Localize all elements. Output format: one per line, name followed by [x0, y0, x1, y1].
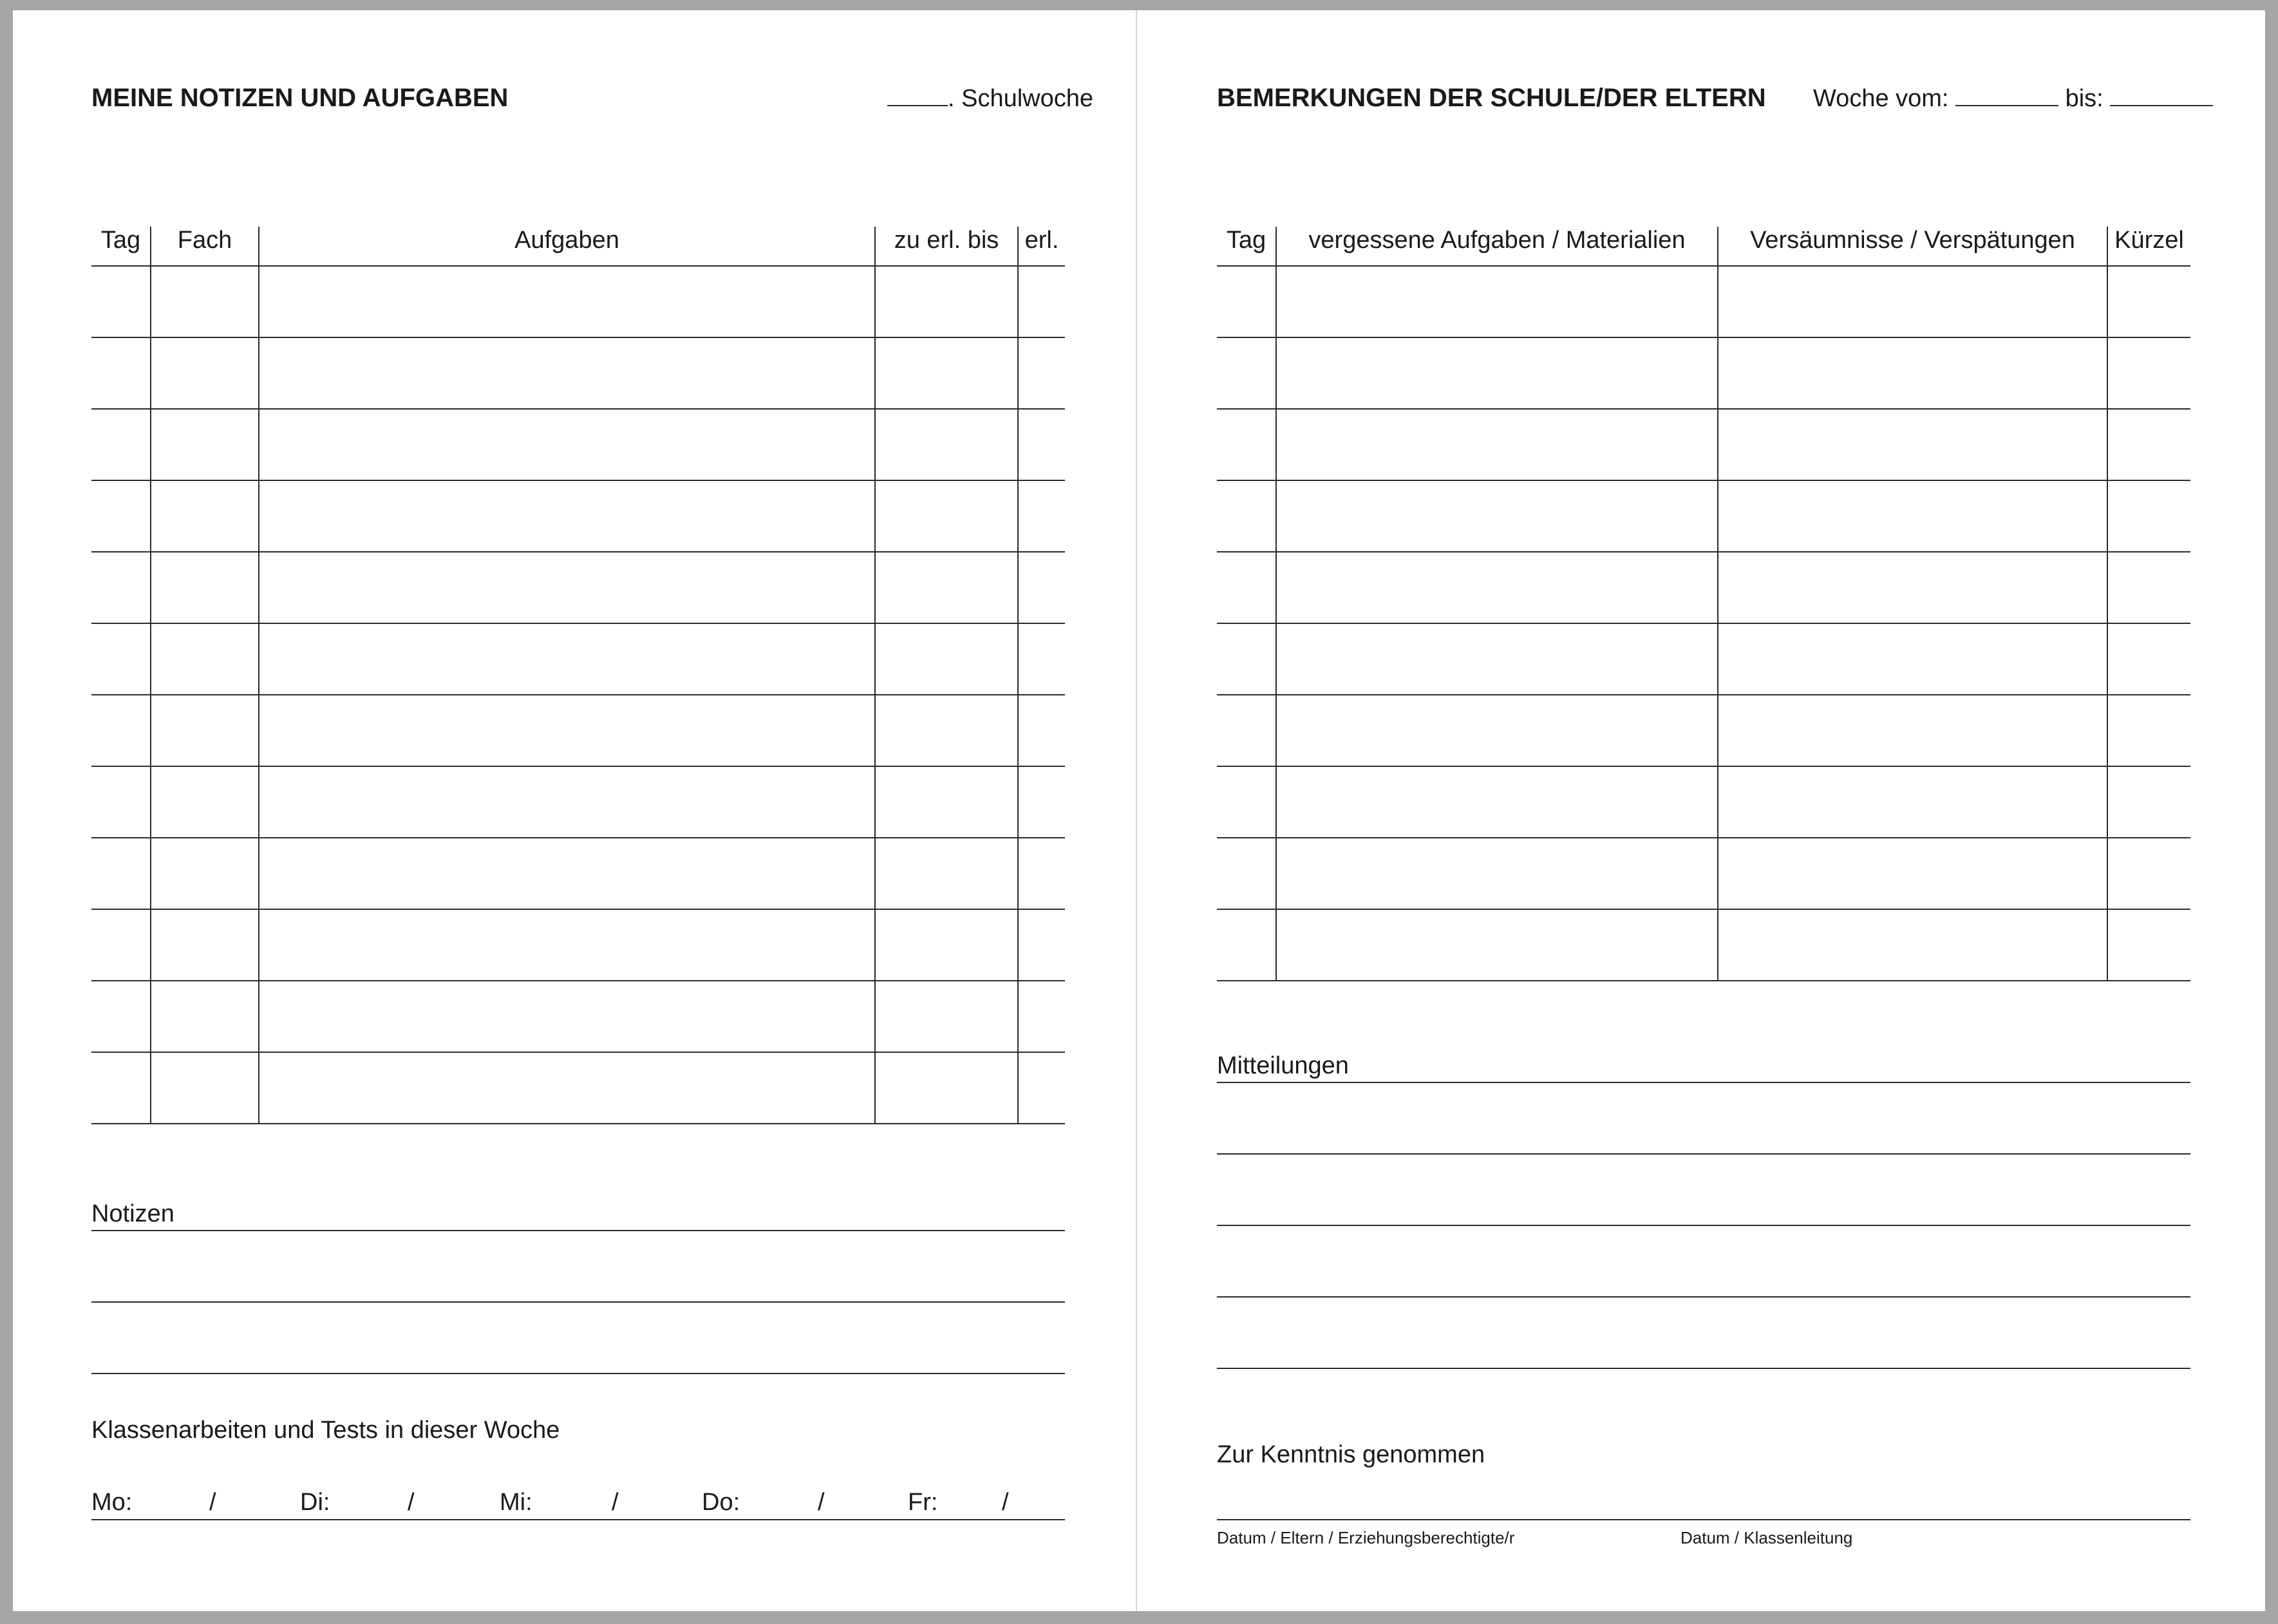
tag-cell[interactable]: [91, 552, 151, 623]
left-header-aufgaben: Aufgaben: [259, 227, 875, 266]
table-row: [91, 981, 1065, 1052]
notes-label: Notizen: [91, 1200, 174, 1227]
right-page: [1137, 10, 2265, 1611]
absences-cell[interactable]: [1718, 909, 2107, 981]
tag-cell[interactable]: [1217, 552, 1276, 623]
acknowledged-label: Zur Kenntnis genommen: [1217, 1441, 1485, 1468]
day-mo-slash: /: [209, 1489, 216, 1516]
school-week-input[interactable]: [887, 86, 948, 106]
forgotten-cell[interactable]: [1276, 695, 1718, 766]
table-row: [91, 409, 1065, 480]
table-row: [91, 337, 1065, 409]
done-cell[interactable]: [1018, 337, 1065, 409]
day-mi-slash: /: [612, 1489, 619, 1516]
due-cell[interactable]: [875, 981, 1018, 1052]
done-cell[interactable]: [1018, 409, 1065, 480]
notes-line[interactable]: [91, 1301, 1065, 1303]
fach-cell[interactable]: [151, 981, 259, 1052]
fach-cell[interactable]: [151, 695, 259, 766]
done-cell[interactable]: [1018, 981, 1065, 1052]
due-cell[interactable]: [875, 266, 1018, 337]
messages-line[interactable]: [1217, 1368, 2190, 1369]
initials-cell[interactable]: [2107, 480, 2190, 552]
table-row: [1217, 909, 2190, 981]
week-to-label: bis:: [2065, 85, 2104, 112]
tag-cell[interactable]: [91, 409, 151, 480]
day-mi-label: Mi:: [500, 1489, 532, 1516]
due-cell[interactable]: [875, 623, 1018, 695]
left-header-done: erl.: [1018, 227, 1065, 266]
table-row: [1217, 838, 2190, 909]
tests-line[interactable]: [91, 1519, 1065, 1520]
initials-cell[interactable]: [2107, 337, 2190, 409]
fach-cell[interactable]: [151, 909, 259, 981]
due-cell[interactable]: [875, 1052, 1018, 1124]
absences-cell[interactable]: [1718, 766, 2107, 838]
initials-cell[interactable]: [2107, 695, 2190, 766]
table-row: [91, 909, 1065, 981]
absences-cell[interactable]: [1718, 838, 2107, 909]
tag-cell[interactable]: [91, 480, 151, 552]
messages-label: Mitteilungen: [1217, 1052, 1349, 1079]
absences-cell[interactable]: [1718, 266, 2107, 337]
tag-cell[interactable]: [1217, 337, 1276, 409]
tag-cell[interactable]: [1217, 838, 1276, 909]
left-page: [13, 10, 1136, 1611]
fach-cell[interactable]: [151, 480, 259, 552]
day-do-label: Do:: [702, 1489, 740, 1516]
initials-cell[interactable]: [2107, 909, 2190, 981]
table-row: [1217, 552, 2190, 623]
week-from-input[interactable]: [1955, 86, 2058, 106]
table-row: [1217, 480, 2190, 552]
fach-cell[interactable]: [151, 552, 259, 623]
aufgaben-cell[interactable]: [259, 552, 875, 623]
forgotten-cell[interactable]: [1276, 838, 1718, 909]
tag-cell[interactable]: [91, 838, 151, 909]
tag-cell[interactable]: [1217, 695, 1276, 766]
due-cell[interactable]: [875, 838, 1018, 909]
tag-cell[interactable]: [91, 909, 151, 981]
forgotten-cell[interactable]: [1276, 337, 1718, 409]
initials-cell[interactable]: [2107, 838, 2190, 909]
tag-cell[interactable]: [91, 695, 151, 766]
left-header-fach: Fach: [151, 227, 259, 266]
right-header-forgotten: vergessene Aufgaben / Materialien: [1276, 227, 1718, 266]
table-row: [91, 695, 1065, 766]
due-cell[interactable]: [875, 409, 1018, 480]
fach-cell[interactable]: [151, 1052, 259, 1124]
aufgaben-cell[interactable]: [259, 695, 875, 766]
tag-cell[interactable]: [91, 337, 151, 409]
due-cell[interactable]: [875, 909, 1018, 981]
school-week-field: [887, 85, 1093, 113]
initials-cell[interactable]: [2107, 623, 2190, 695]
table-row: [1217, 266, 2190, 337]
done-cell[interactable]: [1018, 480, 1065, 552]
due-cell[interactable]: [875, 480, 1018, 552]
done-cell[interactable]: [1018, 838, 1065, 909]
right-page-title: BEMERKUNGEN DER SCHULE/DER ELTERN: [1217, 84, 1766, 112]
initials-cell[interactable]: [2107, 409, 2190, 480]
tests-label: Klassenarbeiten und Tests in dieser Woche: [91, 1417, 560, 1444]
messages-line[interactable]: [1217, 1225, 2190, 1226]
absences-cell[interactable]: [1718, 409, 2107, 480]
absences-cell[interactable]: [1718, 552, 2107, 623]
initials-cell[interactable]: [2107, 766, 2190, 838]
fach-cell[interactable]: [151, 838, 259, 909]
tag-cell[interactable]: [91, 981, 151, 1052]
sign-teacher-label: Datum / Klassenleitung: [1680, 1528, 1853, 1547]
messages-line[interactable]: [1217, 1296, 2190, 1298]
aufgaben-cell[interactable]: [259, 838, 875, 909]
tag-cell[interactable]: [91, 766, 151, 838]
forgotten-cell[interactable]: [1276, 266, 1718, 337]
tag-cell[interactable]: [91, 623, 151, 695]
done-cell[interactable]: [1018, 623, 1065, 695]
notes-line[interactable]: [91, 1373, 1065, 1374]
initials-cell[interactable]: [2107, 552, 2190, 623]
aufgaben-cell[interactable]: [259, 337, 875, 409]
left-page-title: MEINE NOTIZEN UND AUFGABEN: [91, 84, 509, 112]
table-row: [91, 838, 1065, 909]
day-di-slash: /: [408, 1489, 415, 1516]
day-do-slash: /: [818, 1489, 825, 1516]
table-row: [91, 623, 1065, 695]
aufgaben-cell[interactable]: [259, 909, 875, 981]
sign-parent-label: Datum / Eltern / Erziehungsberechtigte/r: [1217, 1528, 1515, 1547]
messages-line[interactable]: [1217, 1153, 2190, 1155]
forgotten-cell[interactable]: [1276, 909, 1718, 981]
aufgaben-cell[interactable]: [259, 480, 875, 552]
forgotten-cell[interactable]: [1276, 766, 1718, 838]
aufgaben-cell[interactable]: [259, 266, 875, 337]
aufgaben-cell[interactable]: [259, 766, 875, 838]
day-di-label: Di:: [300, 1489, 330, 1516]
absences-cell[interactable]: [1718, 623, 2107, 695]
done-cell[interactable]: [1018, 695, 1065, 766]
fach-cell[interactable]: [151, 766, 259, 838]
right-header-initials: Kürzel: [2107, 227, 2190, 266]
forgotten-cell[interactable]: [1276, 623, 1718, 695]
table-row: [91, 480, 1065, 552]
tag-cell[interactable]: [1217, 909, 1276, 981]
table-row: [91, 1052, 1065, 1124]
table-row: [1217, 337, 2190, 409]
absences-cell[interactable]: [1718, 695, 2107, 766]
right-header-absences: Versäumnisse / Verspätungen: [1718, 227, 2107, 266]
absences-cell[interactable]: [1718, 480, 2107, 552]
aufgaben-cell[interactable]: [259, 623, 875, 695]
remarks-table: [1217, 227, 2190, 981]
fach-cell[interactable]: [151, 337, 259, 409]
left-header-tag: Tag: [91, 227, 151, 266]
done-cell[interactable]: [1018, 266, 1065, 337]
initials-cell[interactable]: [2107, 266, 2190, 337]
tag-cell[interactable]: [1217, 480, 1276, 552]
left-header-due: zu erl. bis: [875, 227, 1018, 266]
forgotten-cell[interactable]: [1276, 552, 1718, 623]
done-cell[interactable]: [1018, 1052, 1065, 1124]
fach-cell[interactable]: [151, 266, 259, 337]
done-cell[interactable]: [1018, 909, 1065, 981]
aufgaben-cell[interactable]: [259, 409, 875, 480]
tag-cell[interactable]: [1217, 623, 1276, 695]
aufgaben-cell[interactable]: [259, 1052, 875, 1124]
due-cell[interactable]: [875, 552, 1018, 623]
forgotten-cell[interactable]: [1276, 480, 1718, 552]
tag-cell[interactable]: [1217, 266, 1276, 337]
due-cell[interactable]: [875, 337, 1018, 409]
tasks-table: [91, 227, 1065, 1124]
day-fr-slash: /: [1002, 1489, 1009, 1516]
due-cell[interactable]: [875, 695, 1018, 766]
done-cell[interactable]: [1018, 766, 1065, 838]
due-cell[interactable]: [875, 766, 1018, 838]
tag-cell[interactable]: [91, 266, 151, 337]
table-row: [91, 552, 1065, 623]
week-to-input[interactable]: [2110, 86, 2213, 106]
week-from-label: Woche vom:: [1813, 85, 1949, 112]
tag-cell[interactable]: [1217, 766, 1276, 838]
aufgaben-cell[interactable]: [259, 981, 875, 1052]
table-row: [91, 766, 1065, 838]
table-row: [1217, 623, 2190, 695]
forgotten-cell[interactable]: [1276, 409, 1718, 480]
done-cell[interactable]: [1018, 552, 1065, 623]
week-range-field: [1813, 85, 2213, 113]
tag-cell[interactable]: [91, 1052, 151, 1124]
day-fr-label: Fr:: [908, 1489, 938, 1516]
signature-line[interactable]: [1217, 1519, 2190, 1520]
day-mo-label: Mo:: [91, 1489, 133, 1516]
table-row: [1217, 695, 2190, 766]
table-row: [1217, 409, 2190, 480]
notes-line[interactable]: [91, 1230, 1065, 1231]
tag-cell[interactable]: [1217, 409, 1276, 480]
fach-cell[interactable]: [151, 409, 259, 480]
table-row: [1217, 766, 2190, 838]
table-row: [91, 266, 1065, 337]
right-header-tag: Tag: [1217, 227, 1276, 266]
school-week-label: . Schulwoche: [947, 85, 1093, 112]
messages-line[interactable]: [1217, 1082, 2190, 1083]
fach-cell[interactable]: [151, 623, 259, 695]
absences-cell[interactable]: [1718, 337, 2107, 409]
